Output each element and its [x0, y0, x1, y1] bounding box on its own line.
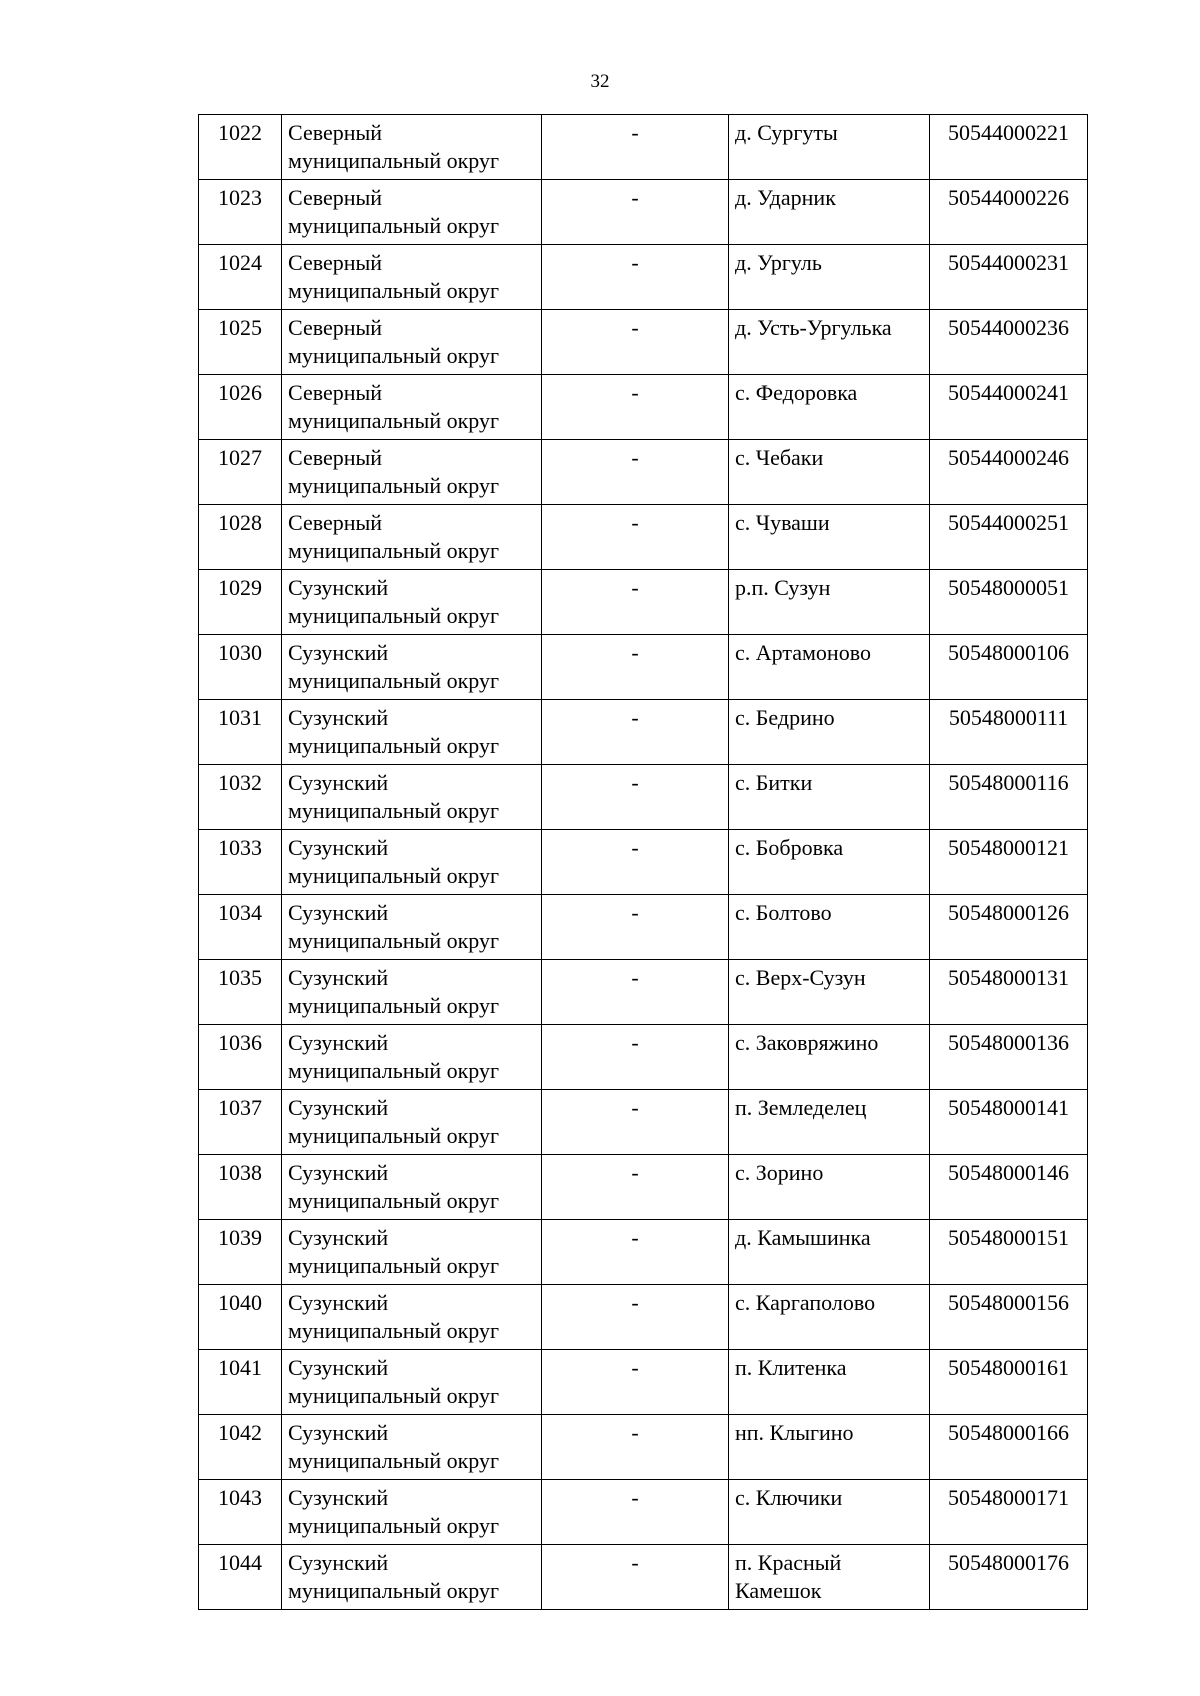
settlement-type-cell: -: [542, 1155, 729, 1220]
row-number-cell: 1030: [199, 635, 282, 700]
settlement-name-cell: с. Заковряжино: [729, 1025, 930, 1090]
oktmo-code-cell: 50548000116: [930, 765, 1088, 830]
settlement-name-cell: с. Бобровка: [729, 830, 930, 895]
settlement-name-cell: с. Артамоново: [729, 635, 930, 700]
table-row: [199, 895, 1088, 960]
settlement-name-cell: с. Федоровка: [729, 375, 930, 440]
table-row: [199, 245, 1088, 310]
settlement-type-cell: -: [542, 375, 729, 440]
oktmo-code-cell: 50548000051: [930, 570, 1088, 635]
table-row: [199, 505, 1088, 570]
settlement-name-cell: нп. Клыгино: [729, 1415, 930, 1480]
row-number-cell: 1032: [199, 765, 282, 830]
row-number-cell: 1034: [199, 895, 282, 960]
settlement-name-cell: с. Чебаки: [729, 440, 930, 505]
row-number-cell: 1044: [199, 1545, 282, 1610]
row-number-cell: 1036: [199, 1025, 282, 1090]
row-number-cell: 1039: [199, 1220, 282, 1285]
oktmo-code-cell: 50548000131: [930, 960, 1088, 1025]
settlement-name-cell: д. Ударник: [729, 180, 930, 245]
settlement-name-cell: п. Земледелец: [729, 1090, 930, 1155]
oktmo-code-cell: 50548000161: [930, 1350, 1088, 1415]
settlement-name-cell: д. Усть-Ургулька: [729, 310, 930, 375]
table-row: [199, 1025, 1088, 1090]
settlement-name-cell: с. Битки: [729, 765, 930, 830]
settlement-name-cell: д. Камышинка: [729, 1220, 930, 1285]
oktmo-code-cell: 50548000136: [930, 1025, 1088, 1090]
oktmo-code-cell: 50548000166: [930, 1415, 1088, 1480]
table-row: [199, 765, 1088, 830]
municipal-district-cell: Сузунский муниципальный округ: [282, 1155, 542, 1220]
municipal-district-cell: Северный муниципальный округ: [282, 440, 542, 505]
settlement-name-cell: д. Ургуль: [729, 245, 930, 310]
municipal-district-cell: Сузунский муниципальный округ: [282, 1090, 542, 1155]
table-body: [199, 115, 1088, 1610]
oktmo-code-cell: 50548000171: [930, 1480, 1088, 1545]
oktmo-code-cell: 50548000146: [930, 1155, 1088, 1220]
settlement-type-cell: -: [542, 765, 729, 830]
settlement-type-cell: -: [542, 115, 729, 180]
oktmo-code-cell: 50548000156: [930, 1285, 1088, 1350]
table-row: [199, 310, 1088, 375]
row-number-cell: 1035: [199, 960, 282, 1025]
municipal-district-cell: Северный муниципальный округ: [282, 310, 542, 375]
municipal-district-cell: Сузунский муниципальный округ: [282, 765, 542, 830]
settlement-type-cell: -: [542, 700, 729, 765]
table-row: [199, 375, 1088, 440]
municipal-district-cell: Сузунский муниципальный округ: [282, 830, 542, 895]
table-row: [199, 1285, 1088, 1350]
settlement-type-cell: -: [542, 180, 729, 245]
settlement-name-cell: с. Верх-Сузун: [729, 960, 930, 1025]
oktmo-code-cell: 50544000221: [930, 115, 1088, 180]
row-number-cell: 1022: [199, 115, 282, 180]
page-number: 32: [590, 71, 610, 92]
municipal-district-cell: Сузунский муниципальный округ: [282, 1545, 542, 1610]
settlement-type-cell: -: [542, 245, 729, 310]
oktmo-code-cell: 50548000151: [930, 1220, 1088, 1285]
settlement-type-cell: -: [542, 1220, 729, 1285]
row-number-cell: 1037: [199, 1090, 282, 1155]
oktmo-code-cell: 50548000121: [930, 830, 1088, 895]
settlement-name-cell: с. Зорино: [729, 1155, 930, 1220]
row-number-cell: 1023: [199, 180, 282, 245]
table-row: [199, 830, 1088, 895]
settlement-type-cell: -: [542, 440, 729, 505]
row-number-cell: 1025: [199, 310, 282, 375]
settlement-type-cell: -: [542, 1415, 729, 1480]
table-row: [199, 960, 1088, 1025]
settlement-type-cell: -: [542, 1285, 729, 1350]
row-number-cell: 1026: [199, 375, 282, 440]
oktmo-code-cell: 50548000111: [930, 700, 1088, 765]
table-row: [199, 1415, 1088, 1480]
oktmo-code-cell: 50544000241: [930, 375, 1088, 440]
settlement-name-cell: с. Ключики: [729, 1480, 930, 1545]
table-row: [199, 700, 1088, 765]
settlement-name-cell: р.п. Сузун: [729, 570, 930, 635]
table-row: [199, 1480, 1088, 1545]
municipal-district-cell: Северный муниципальный округ: [282, 115, 542, 180]
oktmo-code-cell: 50548000106: [930, 635, 1088, 700]
row-number-cell: 1043: [199, 1480, 282, 1545]
settlement-type-cell: -: [542, 1025, 729, 1090]
table-row: [199, 180, 1088, 245]
settlement-type-cell: -: [542, 1090, 729, 1155]
settlement-name-cell: с. Болтово: [729, 895, 930, 960]
row-number-cell: 1027: [199, 440, 282, 505]
row-number-cell: 1033: [199, 830, 282, 895]
row-number-cell: 1042: [199, 1415, 282, 1480]
table-row: [199, 1545, 1088, 1610]
row-number-cell: 1024: [199, 245, 282, 310]
row-number-cell: 1038: [199, 1155, 282, 1220]
row-number-cell: 1028: [199, 505, 282, 570]
settlement-type-cell: -: [542, 830, 729, 895]
settlement-type-cell: -: [542, 1480, 729, 1545]
settlement-type-cell: -: [542, 505, 729, 570]
municipal-district-cell: Сузунский муниципальный округ: [282, 700, 542, 765]
settlement-name-cell: с. Каргаполово: [729, 1285, 930, 1350]
settlement-type-cell: -: [542, 895, 729, 960]
table-row: [199, 1350, 1088, 1415]
municipal-district-cell: Сузунский муниципальный округ: [282, 1480, 542, 1545]
oktmo-code-cell: 50544000231: [930, 245, 1088, 310]
oktmo-code-cell: 50544000251: [930, 505, 1088, 570]
table-row: [199, 1090, 1088, 1155]
settlements-table: [198, 114, 1088, 1610]
municipal-district-cell: Северный муниципальный округ: [282, 375, 542, 440]
municipal-district-cell: Сузунский муниципальный округ: [282, 635, 542, 700]
settlement-name-cell: д. Сургуты: [729, 115, 930, 180]
municipal-district-cell: Сузунский муниципальный округ: [282, 1025, 542, 1090]
oktmo-code-cell: 50544000236: [930, 310, 1088, 375]
settlement-type-cell: -: [542, 1350, 729, 1415]
row-number-cell: 1031: [199, 700, 282, 765]
municipal-district-cell: Сузунский муниципальный округ: [282, 960, 542, 1025]
oktmo-code-cell: 50544000246: [930, 440, 1088, 505]
row-number-cell: 1040: [199, 1285, 282, 1350]
municipal-district-cell: Северный муниципальный округ: [282, 245, 542, 310]
settlement-name-cell: п. Красный Камешок: [729, 1545, 930, 1610]
municipal-district-cell: Сузунский муниципальный округ: [282, 1415, 542, 1480]
row-number-cell: 1029: [199, 570, 282, 635]
oktmo-code-cell: 50548000141: [930, 1090, 1088, 1155]
municipal-district-cell: Сузунский муниципальный округ: [282, 1285, 542, 1350]
table-row: [199, 570, 1088, 635]
municipal-district-cell: Сузунский муниципальный округ: [282, 570, 542, 635]
settlement-type-cell: -: [542, 570, 729, 635]
settlement-type-cell: -: [542, 1545, 729, 1610]
settlement-type-cell: -: [542, 310, 729, 375]
table-row: [199, 1220, 1088, 1285]
table-row: [199, 115, 1088, 180]
settlement-type-cell: -: [542, 960, 729, 1025]
municipal-district-cell: Северный муниципальный округ: [282, 505, 542, 570]
oktmo-code-cell: 50544000226: [930, 180, 1088, 245]
settlement-name-cell: с. Бедрино: [729, 700, 930, 765]
row-number-cell: 1041: [199, 1350, 282, 1415]
oktmo-code-cell: 50548000126: [930, 895, 1088, 960]
municipal-district-cell: Северный муниципальный округ: [282, 180, 542, 245]
table-row: [199, 1155, 1088, 1220]
municipal-district-cell: Сузунский муниципальный округ: [282, 895, 542, 960]
oktmo-code-cell: 50548000176: [930, 1545, 1088, 1610]
settlement-name-cell: с. Чуваши: [729, 505, 930, 570]
municipal-district-cell: Сузунский муниципальный округ: [282, 1220, 542, 1285]
table-row: [199, 440, 1088, 505]
municipal-district-cell: Сузунский муниципальный округ: [282, 1350, 542, 1415]
table-row: [199, 635, 1088, 700]
settlement-type-cell: -: [542, 635, 729, 700]
settlement-name-cell: п. Клитенка: [729, 1350, 930, 1415]
